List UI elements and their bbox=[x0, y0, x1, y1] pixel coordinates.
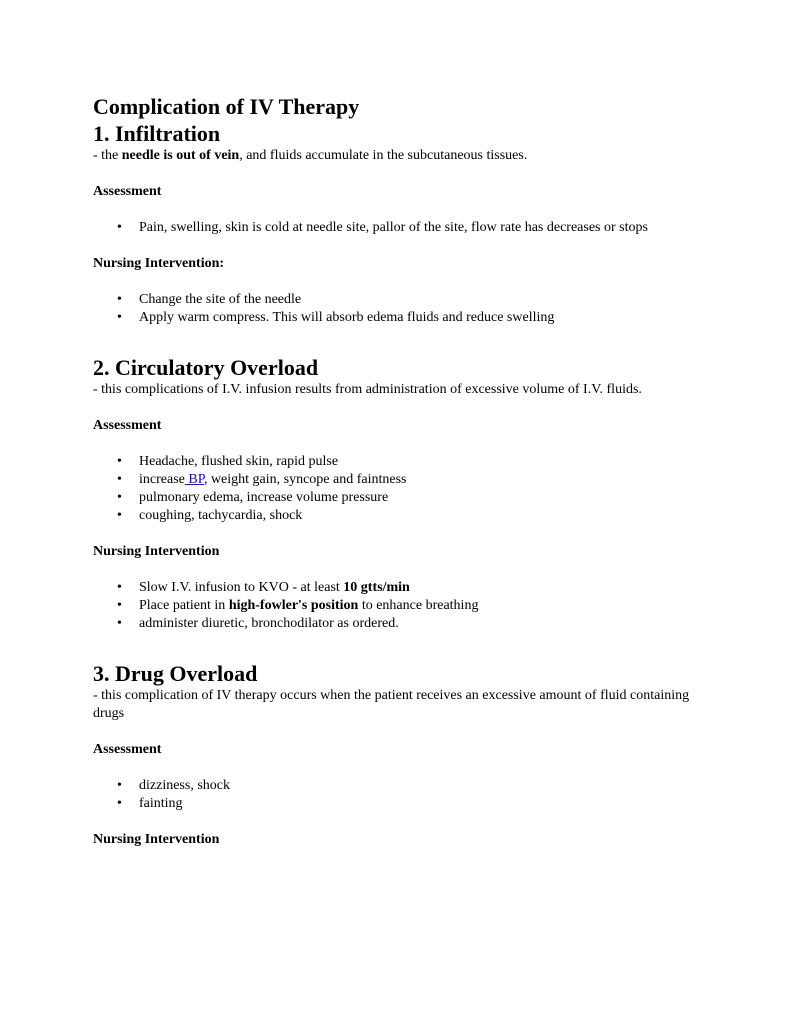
page-title: Complication of IV Therapy bbox=[93, 94, 360, 119]
nursing-intervention-label: Nursing Intervention bbox=[93, 832, 220, 847]
list-item: • Change the site of the needle bbox=[139, 291, 693, 309]
assessment-list bbox=[93, 219, 679, 237]
section-heading-infiltration: 1. Infiltration bbox=[93, 121, 221, 146]
list-item: • pulmonary edema, increase volume pressure bbox=[139, 489, 693, 507]
list-item: • Apply warm compress. This will absorb edema fluids and reduce swelling bbox=[139, 309, 693, 327]
list-item: • dizziness, shock bbox=[139, 777, 693, 795]
section-heading-circulatory-overload: 2. Circulatory Overload bbox=[93, 355, 319, 380]
assessment-label: Assessment bbox=[93, 184, 162, 199]
list-item: • increase BP, weight gain, syncope and faintness bbox=[139, 471, 693, 489]
section-heading-drug-overload: 3. Drug Overload bbox=[93, 661, 258, 686]
list-item: • Headache, flushed skin, rapid pulse bbox=[139, 453, 693, 471]
list-item: • coughing, tachycardia, shock bbox=[139, 507, 693, 525]
document-page bbox=[93, 93, 693, 849]
nursing-intervention-label: Nursing Intervention: bbox=[93, 256, 225, 271]
section-intro: - the needle is out of vein, and fluids accumulate in the subcutaneous tissues. bbox=[93, 148, 528, 163]
assessment-list bbox=[93, 453, 693, 525]
bp-link[interactable]: BP bbox=[184, 472, 204, 487]
intervention-list bbox=[93, 579, 693, 633]
nursing-intervention-label: Nursing Intervention bbox=[93, 544, 220, 559]
list-item: • fainting bbox=[139, 795, 693, 813]
list-item: • Pain, swelling, skin is cold at needle site, pallor of the site, flow rate has decreases or stops bbox=[139, 219, 679, 237]
intervention-list bbox=[93, 291, 693, 327]
assessment-list bbox=[93, 777, 693, 813]
assessment-label: Assessment bbox=[93, 742, 162, 757]
list-item: • Slow I.V. infusion to KVO - at least 10 gtts/min bbox=[139, 579, 693, 597]
section-intro: - this complication of IV therapy occurs when the patient receives an excessive amount of fluid containing drugs bbox=[93, 688, 690, 721]
list-item: • administer diuretic, bronchodilator as ordered. bbox=[139, 615, 693, 633]
list-item: • Place patient in high-fowler's position to enhance breathing bbox=[139, 597, 693, 615]
assessment-label: Assessment bbox=[93, 418, 162, 433]
section-intro: - this complications of I.V. infusion results from administration of excessive volume of I.V. fluids. bbox=[93, 382, 642, 397]
